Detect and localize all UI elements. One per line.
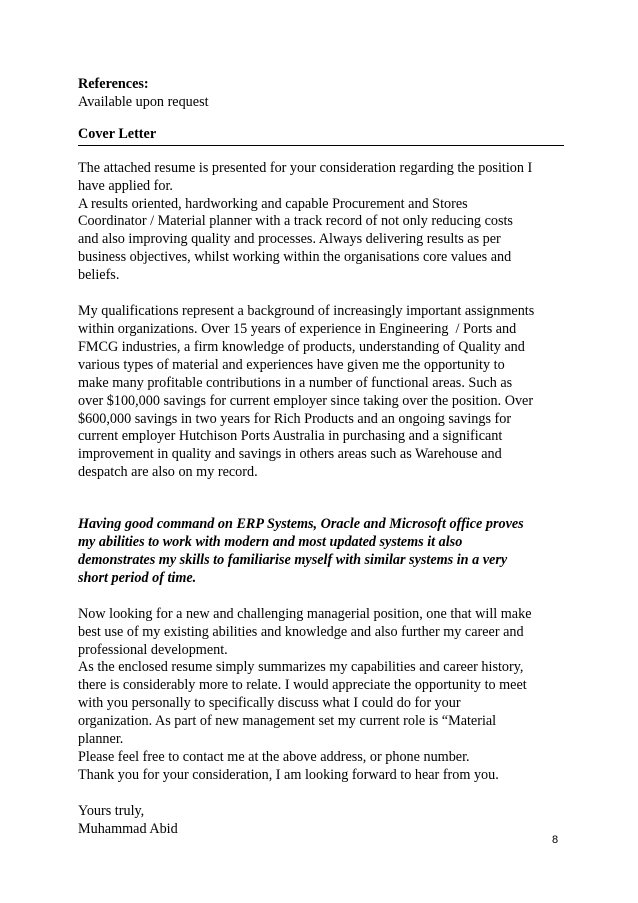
signature-name: Muhammad Abid (78, 820, 178, 837)
paragraph-line: best use of my existing abilities and knowledge and also further my career and (78, 623, 524, 640)
paragraph-line: over $100,000 savings for current employer since taking over the position. Over (78, 392, 534, 409)
references-heading: References: (78, 76, 149, 92)
paragraph-line: beliefs. (78, 267, 120, 284)
paragraph-line: Thank you for your consideration, I am looking forward to hear from you. (78, 766, 499, 783)
paragraph-line: A results oriented, hardworking and capable Procurement and Stores (78, 195, 468, 212)
closing-text: Yours truly, (78, 802, 145, 819)
references-section (78, 76, 564, 112)
paragraph-line: and also improving quality and processes. Always delivering results as per (78, 231, 501, 248)
emphasis-line: my abilities to work with modern and most updated systems it also (78, 534, 463, 551)
page-number: 8 (552, 834, 559, 846)
references-text: Available upon request (78, 93, 209, 110)
paragraph-line: Now looking for a new and challenging managerial position, one that will make (78, 605, 532, 622)
emphasis-line: short period of time. (78, 569, 197, 586)
paragraph-line: have applied for. (78, 177, 173, 194)
signature-block (78, 803, 564, 839)
paragraph-line: planner. (78, 731, 124, 748)
paragraph-line: within organizations. Over 15 years of experience in Engineering / Ports and (78, 320, 517, 337)
cover-letter-emphasis-paragraph (78, 516, 564, 588)
cover-letter-heading: Cover Letter (78, 126, 564, 146)
paragraph-line: professional development. (78, 641, 228, 658)
emphasis-line: Having good command on ERP Systems, Oracle and Microsoft office proves (78, 516, 524, 533)
paragraph-line: despatch are also on my record. (78, 464, 258, 481)
paragraph-line: The attached resume is presented for your consideration regarding the position I (78, 159, 533, 176)
cover-letter-paragraph-1 (78, 160, 564, 285)
emphasis-line: demonstrates my skills to familiarise myself with similar systems in a very (78, 551, 508, 568)
page-content (78, 76, 564, 839)
paragraph-line: various types of material and experiences have given me the opportunity to (78, 356, 505, 373)
paragraph-line: $600,000 savings in two years for Rich Products and an ongoing savings for (78, 410, 512, 427)
paragraph-line: there is considerably more to relate. I would appreciate the opportunity to meet (78, 677, 527, 694)
paragraph-line: As the enclosed resume simply summarizes my capabilities and career history, (78, 659, 524, 676)
paragraph-line: FMCG industries, a firm knowledge of products, understanding of Quality and (78, 338, 525, 355)
paragraph-line: current employer Hutchison Ports Australia in purchasing and a significant (78, 428, 503, 445)
paragraph-line: business objectives, whilst working within the organisations core values and (78, 249, 512, 266)
paragraph-line: organization. As part of new management set my current role is “Material (78, 713, 497, 730)
paragraph-line: with you personally to specifically discuss what I could do for your (78, 695, 461, 712)
paragraph-line: make many profitable contributions in a number of functional areas. Such as (78, 374, 513, 391)
paragraph-line: improvement in quality and savings in others areas such as Warehouse and (78, 446, 502, 463)
paragraph-line: My qualifications represent a background of increasingly important assignments (78, 303, 535, 320)
paragraph-line: Coordinator / Material planner with a track record of not only reducing costs (78, 213, 513, 230)
cover-letter-paragraph-4 (78, 606, 564, 785)
cover-letter-paragraph-2 (78, 303, 564, 482)
paragraph-line: Please feel free to contact me at the above address, or phone number. (78, 749, 470, 765)
